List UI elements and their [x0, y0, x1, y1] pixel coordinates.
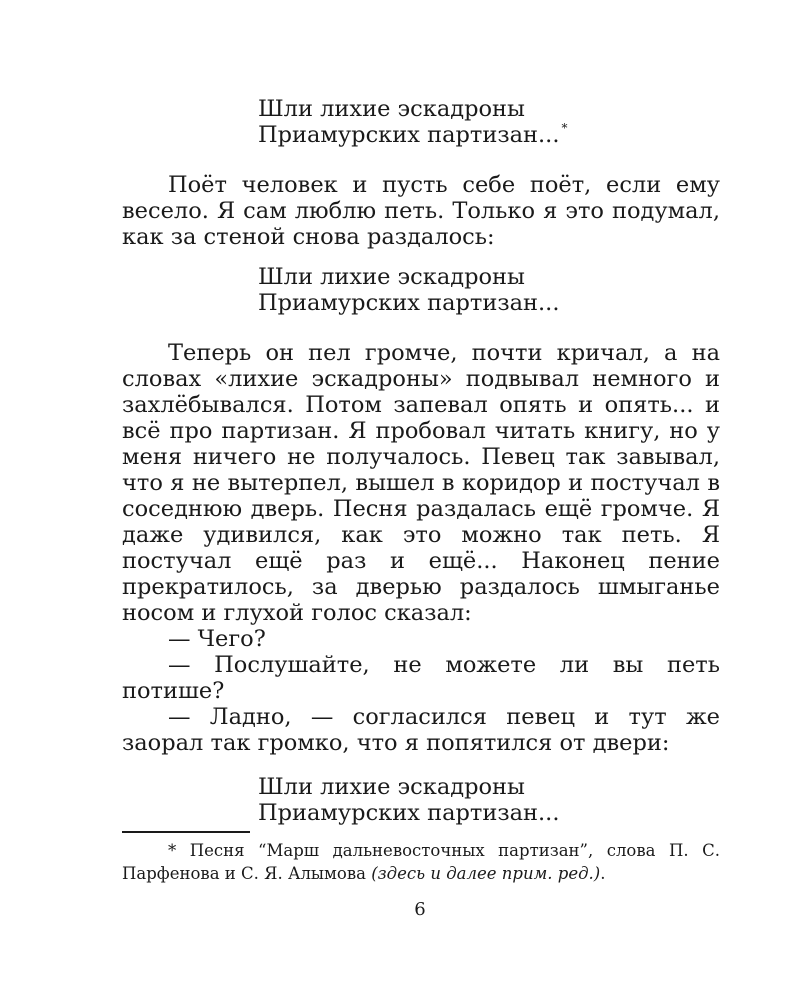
paragraph: Поёт человек и пусть себе поёт, если ему весело. Я сам люблю петь. Только я это подумал, как за стеной снова раздалось: [122, 172, 720, 250]
footnote-text: * Песня “Марш дальневосточных партизан”, слова П. С. Парфенова и С. Я. Алымова [122, 841, 720, 883]
verse-line: Шли лихие эскадроны [258, 96, 525, 122]
verse-3 [258, 774, 720, 826]
footnote-marker: * [561, 121, 568, 135]
paragraph: Теперь он пел громче, почти кричал, а на словах «лихие эскадроны» подвывал немного и захлёбывался. Потом запевал опять и опять... и всё про партизан. Я пробовал читать книгу, но у меня ничего не получалось. Певец так завывал, что я не вытерпел, вышел в коридор и постучал в соседнюю дверь. Песня раздалась ещё громче. Я даже удивился, как это можно так петь. Я постучал ещё раз и ещё... Наконец пение прекратилось, за дверью раздалось шмыганье носом и глухой голос сказал: [122, 340, 720, 626]
dialogue-line: — Чего? [168, 626, 266, 652]
verse-line [258, 122, 720, 148]
verse-2 [258, 264, 720, 316]
page-number: 6 [414, 899, 426, 920]
footnote-end: . [600, 864, 606, 883]
verse-1 [258, 96, 720, 148]
page-body [122, 96, 720, 826]
footnote-divider [122, 831, 250, 833]
verse-line: Приамурских партизан... [258, 290, 560, 316]
footnote [122, 839, 720, 885]
verse-line-text: Приамурских партизан... [258, 122, 560, 148]
dialogue-line: — Ладно, — согласился певец и тут же заорал так громко, что я попятился от двери: [122, 704, 720, 756]
verse-line: Шли лихие эскадроны [258, 774, 525, 800]
verse-line: Шли лихие эскадроны [258, 264, 525, 290]
footnote-italic-note: (здесь и далее прим. ред.) [371, 864, 601, 883]
dialogue-line: — Послушайте, не можете ли вы петь потише? [122, 652, 720, 704]
verse-line: Приамурских партизан... [258, 800, 560, 826]
